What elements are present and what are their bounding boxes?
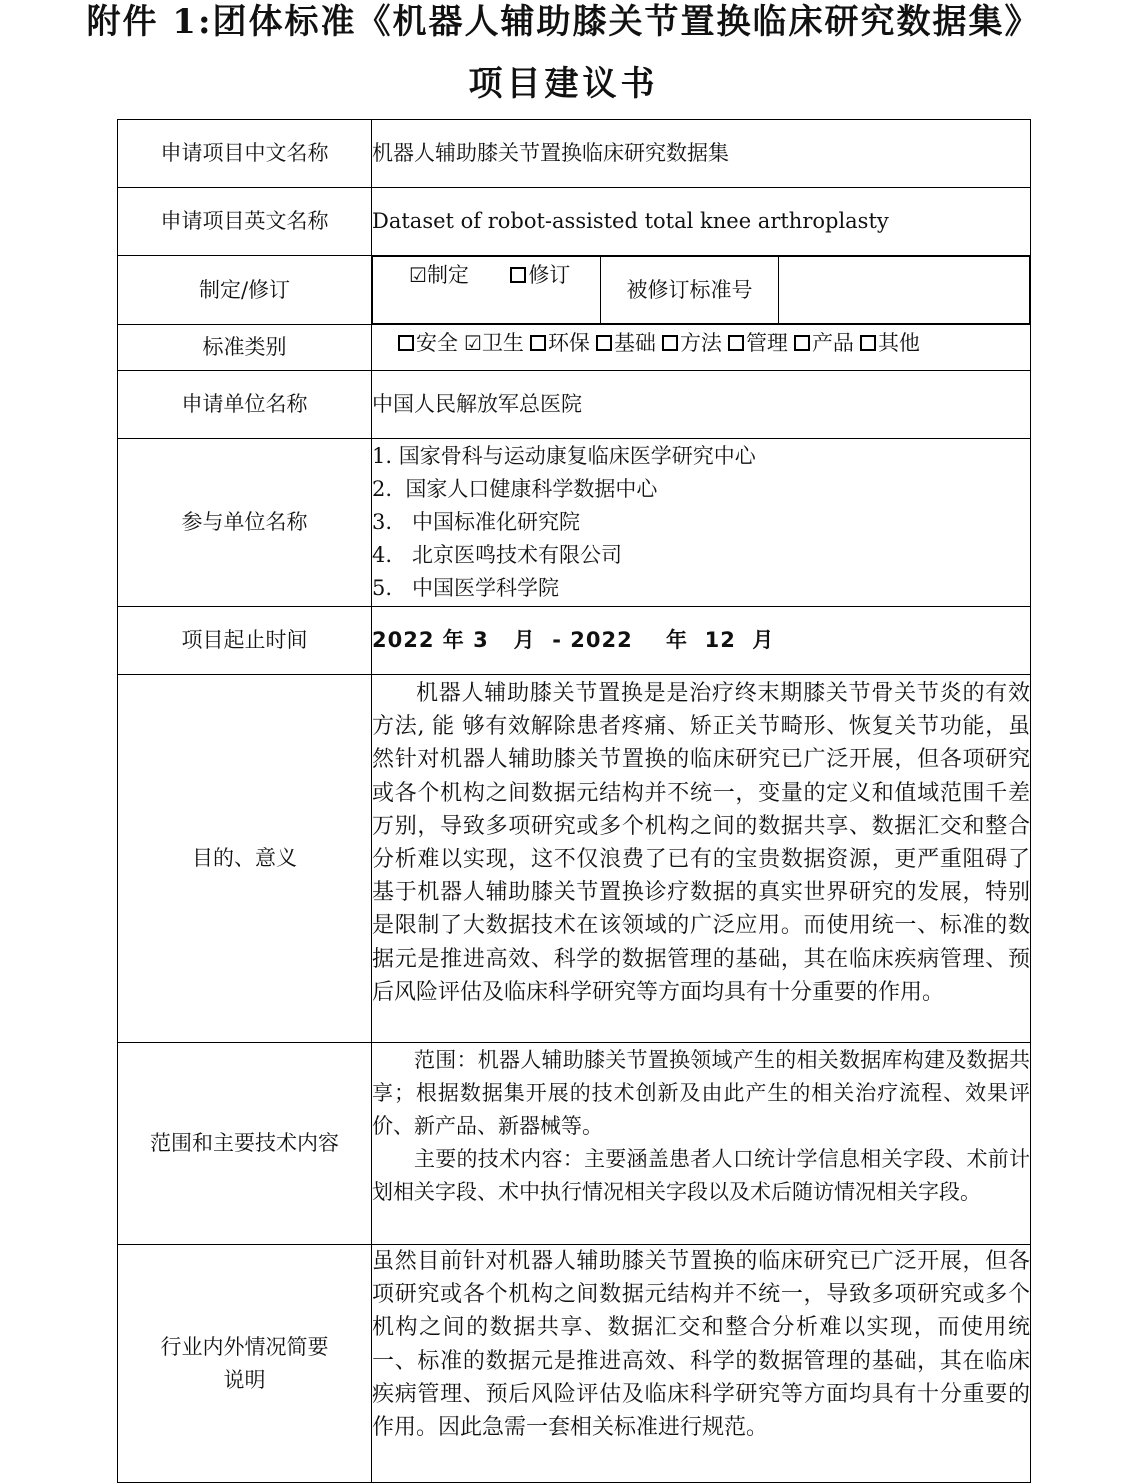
document-title: 附件 1:团体标准《机器人辅助膝关节置换临床研究数据集》 <box>86 2 1041 42</box>
cn-name-label: 申请项目中文名称 <box>118 120 372 188</box>
category-health-checkbox-checked-icon[interactable]: ☑ <box>464 331 482 355</box>
category-health-label: 卫生 <box>481 331 524 355</box>
applicant-value: 中国人民解放军总医院 <box>372 371 1031 439</box>
revise-label: 制定/修订 <box>118 256 372 325</box>
revised-standard-no-label: 被修订标准号 <box>601 257 779 324</box>
industry-label-line-1: 行业内外情况简要 <box>160 1334 329 1359</box>
category-management-label: 管理 <box>745 331 788 355</box>
scope-label: 范围和主要技术内容 <box>118 1043 372 1245</box>
row-en-name <box>118 188 1031 256</box>
industry-label <box>118 1245 372 1483</box>
row-revise <box>118 256 1031 325</box>
row-cn-name <box>118 120 1031 188</box>
make-checkbox-checked-icon[interactable]: ☑ <box>409 263 427 287</box>
category-method-checkbox-icon[interactable] <box>662 335 678 351</box>
document-subtitle: 项目建议书 <box>468 64 659 104</box>
category-environment-checkbox-icon[interactable] <box>530 335 546 351</box>
row-scope <box>118 1043 1031 1245</box>
category-options <box>372 325 1031 371</box>
cn-name-value: 机器人辅助膝关节置换临床研究数据集 <box>372 120 1031 188</box>
proposal-form-table <box>117 119 1031 1483</box>
make-option-label: 制定 <box>426 263 469 287</box>
scope-paragraph-2: 主要的技术内容：主要涵盖患者人口统计学信息相关字段、术前计划相关字段、术中执行情况相关字段以及术后随访情况相关字段。 <box>372 1147 1030 1204</box>
participants-label: 参与单位名称 <box>118 439 372 607</box>
list-item: 1. 国家骨科与运动康复临床医学研究中心 <box>372 444 756 468</box>
category-safety-label: 安全 <box>416 331 458 355</box>
purpose-text: 机器人辅助膝关节置换是是治疗终末期膝关节骨关节炎的有效方法, 能 够有效解除患者疼痛、矫正关节畸形、恢复关节功能，虽然针对机器人辅助膝关节置换的临床研究已广泛开展，但各项研究或各个机构之间数据元结构并不统一，变量的定义和值域范围千差万别，导致多项研究或多个机构之间的数据共享、数据汇交和整合分析难以实现，这不仅浪费了已有的宝贵数据资源，更严重阻碍了基于机器人辅助膝关节置换诊疗数据的真实世界研究的发展，特别是限制了大数据技术在该领域的广泛应用。而使用统一、标准的数据元是推进高效、科学的数据管理的基础，其在临床疾病管理、预后风险评估及临床科学研究等方面均具有十分重要的作用。 <box>372 681 1030 1005</box>
industry-label-line-2: 说明 <box>223 1367 266 1392</box>
category-other-label: 其他 <box>877 331 920 355</box>
industry-text: 虽然目前针对机器人辅助膝关节置换的临床研究已广泛开展，但各项研究或各个机构之间数据元结构并不统一，导致多项研究或多个机构之间的数据共享、数据汇交和整合分析难以实现，而使用统一、标准的数据元是推进高效、科学的数据管理的基础，其在临床疾病管理、预后风险评估及临床科学研究等方面均具有十分重要的作用。因此急需一套相关标准进行规范。 <box>372 1249 1030 1441</box>
list-item: 2. 国家人口健康科学数据中心 <box>372 477 658 501</box>
row-period <box>118 607 1031 675</box>
revised-standard-no-value[interactable] <box>779 257 1030 324</box>
scope-text-cell <box>372 1043 1031 1245</box>
category-safety-checkbox-icon[interactable] <box>398 335 414 351</box>
row-participants <box>118 439 1031 607</box>
applicant-label: 申请单位名称 <box>118 371 372 439</box>
en-name-label: 申请项目英文名称 <box>118 188 372 256</box>
category-basic-label: 基础 <box>613 331 656 355</box>
purpose-text-cell <box>372 675 1031 1043</box>
revise-checkbox-icon[interactable] <box>510 267 526 283</box>
category-product-label: 产品 <box>811 331 854 355</box>
en-name-value: Dataset of robot-assisted total knee arthroplasty <box>372 188 1031 256</box>
industry-text-cell <box>372 1245 1031 1483</box>
period-value: 2022 年 3 月 - 2022 年 12 月 <box>372 607 1031 675</box>
category-other-checkbox-icon[interactable] <box>860 335 876 351</box>
purpose-label: 目的、意义 <box>118 675 372 1043</box>
row-applicant <box>118 371 1031 439</box>
row-industry <box>118 1245 1031 1483</box>
category-label: 标准类别 <box>118 325 372 371</box>
scope-paragraph-1: 范围：机器人辅助膝关节置换领域产生的相关数据库构建及数据共享；根据数据集开展的技术创新及由此产生的相关治疗流程、效果评价、新产品、新器械等。 <box>372 1048 1030 1138</box>
category-method-label: 方法 <box>679 331 722 355</box>
period-label: 项目起止时间 <box>118 607 372 675</box>
category-basic-checkbox-icon[interactable] <box>596 335 612 351</box>
list-item: 3. 中国标准化研究院 <box>372 510 581 534</box>
revise-option-label: 修订 <box>528 263 571 287</box>
row-purpose <box>118 675 1031 1043</box>
list-item: 4. 北京医鸣技术有限公司 <box>372 543 623 567</box>
category-environment-label: 环保 <box>547 331 590 355</box>
list-item: 5. 中国医学科学院 <box>372 576 560 600</box>
category-product-checkbox-icon[interactable] <box>794 335 810 351</box>
row-category <box>118 325 1031 371</box>
participants-list <box>372 439 1031 607</box>
category-management-checkbox-icon[interactable] <box>728 335 744 351</box>
